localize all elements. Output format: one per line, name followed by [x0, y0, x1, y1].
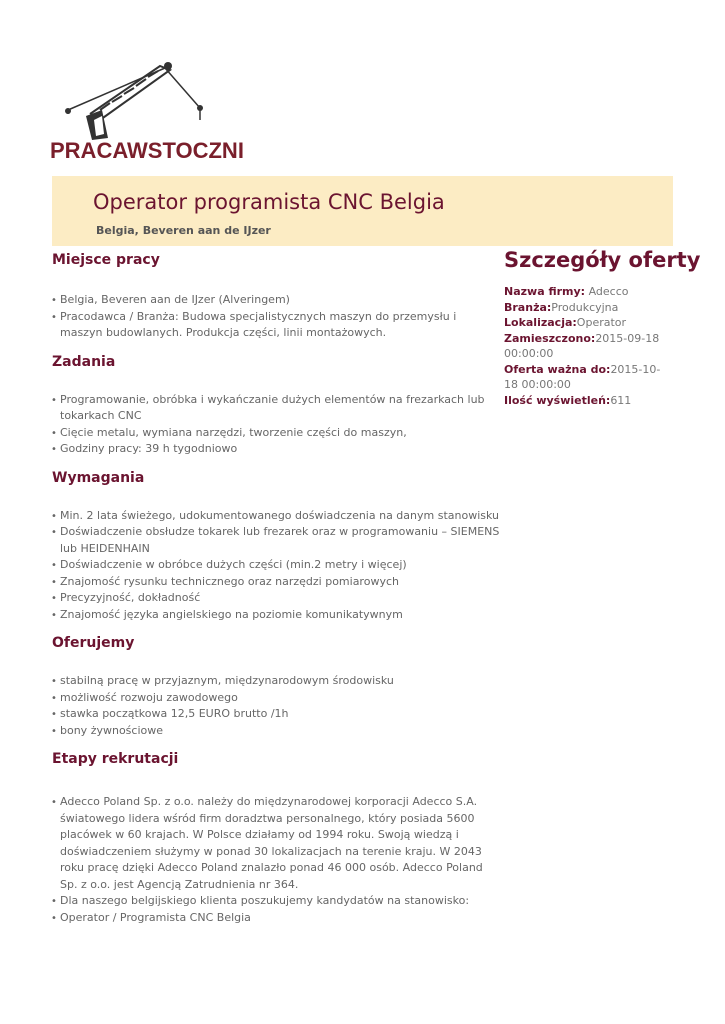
list-item: • bony żywnościowe: [52, 723, 502, 740]
list-item: • Doświadczenie w obróbce dużych części (min.2 metry i więcej): [52, 557, 502, 574]
list-item: • Godziny pracy: 39 h tygodniowo: [52, 441, 502, 458]
job-title: Operator programista CNC Belgia: [93, 190, 445, 214]
section-heading-workplace: Miejsce pracy: [52, 252, 160, 268]
list-item: • Cięcie metalu, wymiana narzędzi, tworzenie części do maszyn,: [52, 425, 502, 442]
details-heading: Szczegóły oferty: [504, 248, 701, 272]
detail-company: Nazwa firmy: Adecco: [504, 285, 629, 298]
list-item: • Pracodawca / Branża: Budowa specjalistycznych maszyn do przemysłu i maszyn budowlanych. Produkcja części, linii montażowych.: [52, 309, 502, 342]
details-list: [504, 284, 674, 408]
job-description: [52, 250, 502, 926]
list-item: • Belgia, Beveren aan de IJzer (Alveringem): [52, 292, 502, 309]
list-item: • Dla naszego belgijskiego klienta poszukujemy kandydatów na stanowisko:: [52, 893, 502, 910]
detail-posted: Zamieszczono:2015-09-18 00:00:00: [504, 331, 660, 360]
requirements-list: [52, 508, 502, 624]
list-item: • stawka początkowa 12,5 EURO brutto /1h: [52, 706, 502, 723]
offer-details: [504, 248, 701, 408]
site-logo[interactable]: [50, 58, 244, 164]
section-heading-tasks: Zadania: [52, 353, 116, 370]
list-item: • Min. 2 lata świeżego, udokumentowanego doświadczenia na danym stanowisku: [52, 508, 502, 525]
list-item: • możliwość rozwoju zawodowego: [52, 690, 502, 707]
list-item: • Znajomość rysunku technicznego oraz narzędzi pomiarowych: [52, 574, 502, 591]
section-heading-requirements: Wymagania: [52, 469, 145, 486]
list-item: • Doświadczenie obsłudze tokarek lub frezarek oraz w programowaniu – SIEMENS lub HEIDENHAIN: [52, 524, 502, 557]
offer-list: [52, 673, 502, 739]
job-header-banner: [52, 176, 673, 246]
list-item: • Operator / Programista CNC Belgia: [52, 910, 502, 927]
tasks-list: [52, 392, 502, 458]
detail-views: Ilość wyświetleń:611: [504, 393, 632, 407]
section-heading-offer: Oferujemy: [52, 635, 135, 651]
logo-text: PRACAWSTOCZNI: [50, 138, 244, 163]
list-item: • stabilną pracę w przyjaznym, międzynarodowym środowisku: [52, 673, 502, 690]
list-item: • Programowanie, obróbka i wykańczanie dużych elementów na frezarkach lub tokarkach CNC: [52, 392, 502, 425]
job-location: Belgia, Beveren aan de IJzer: [96, 224, 271, 237]
list-item: • Adecco Poland Sp. z o.o. należy do międzynarodowej korporacji Adecco S.A. światowego lidera wśród firm doradztwa personalnego, który posiada 5600 placówek w 60 krajach. W Polsce działamy od 1994 roku. Swoją wiedzą i doświadczeniem służymy w ponad 30 lokalizacjach na terenie kraju. W 2043 roku pracę dzięki Adecco Poland znalazło ponad 46 000 osób. Adecco Poland Sp. z o.o. jest Agencją Zatrudnienia nr 364.: [52, 794, 502, 893]
list-item: • Znajomość języka angielskiego na poziomie komunikatywnym: [52, 607, 502, 624]
detail-industry: Branża:Produkcyjna: [504, 300, 619, 314]
recruitment-list: [52, 794, 502, 926]
list-item: • Precyzyjność, dokładność: [52, 590, 502, 607]
detail-location: Lokalizacja:Operator: [504, 316, 627, 329]
section-heading-recruitment: Etapy rekrutacji: [52, 751, 179, 767]
workplace-list: [52, 292, 502, 342]
detail-valid-until: Oferta ważna do:2015-10-18 00:00:00: [504, 362, 661, 391]
crane-icon: [50, 58, 220, 140]
